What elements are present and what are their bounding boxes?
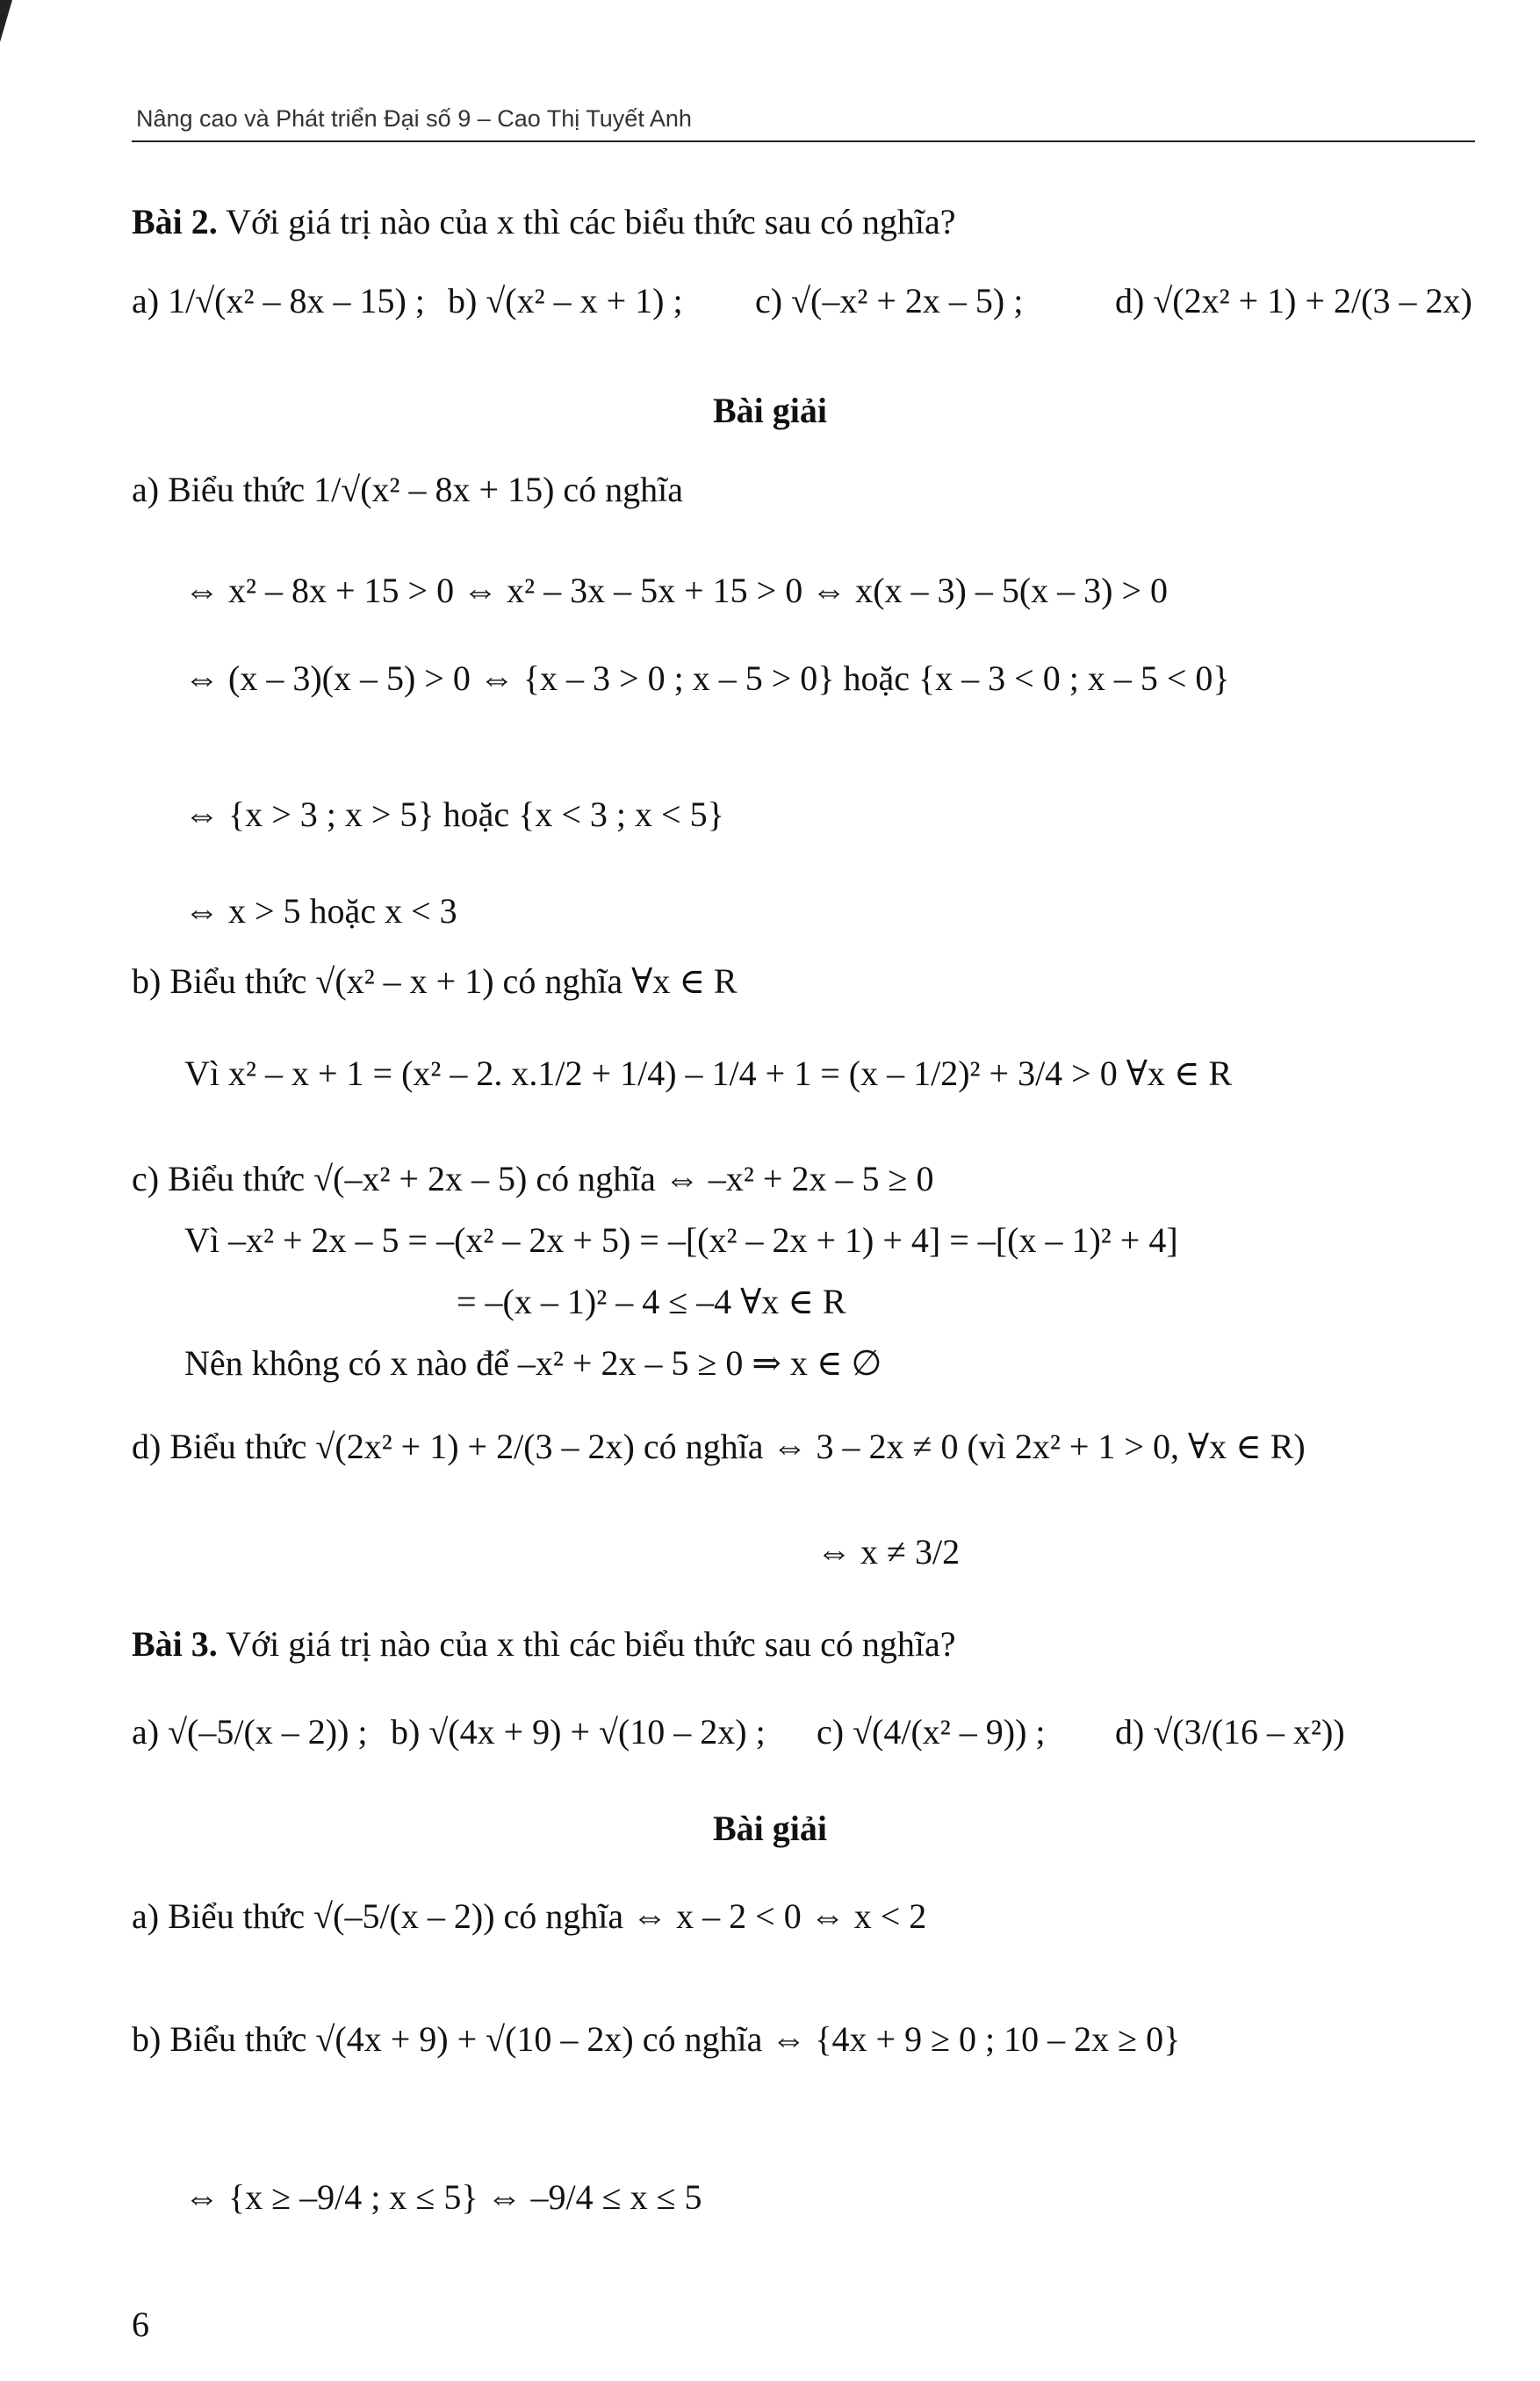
scan-corner-mark (0, 0, 12, 42)
bai2-item-b: b) √(x² – x + 1) ; (448, 281, 683, 320)
bai3-title: Bài 3. (132, 1624, 218, 1664)
bai3-b-line-1: b) Biểu thức √(4x + 9) + √(10 – 2x) có nghĩa ⇔ {4x + 9 ≥ 0 ; 10 – 2x ≥ 0} (132, 2019, 1181, 2059)
bai2-a-line-3: ⇔ (x – 3)(x – 5) > 0 ⇔ {x – 3 > 0 ; x – 5 > 0} hoặc {x – 3 < 0 ; x – 5 < 0} (184, 658, 1230, 698)
bai3-item-d: d) √(3/(16 – x²)) (1115, 1712, 1345, 1752)
bai3-item-a: a) √(–5/(x – 2)) ; (132, 1712, 368, 1752)
bai2-c-line-4: Nên không có x nào để –x² + 2x – 5 ≥ 0 ⇒ x ∈ ∅ (184, 1343, 882, 1383)
bai3-a-line-1: a) Biểu thức √(–5/(x – 2)) có nghĩa ⇔ x – 2 < 0 ⇔ x < 2 (132, 1896, 927, 1936)
running-header: Nâng cao và Phát triển Đại số 9 – Cao Thị Tuyết Anh (136, 105, 692, 132)
bai2-a-line-5: ⇔ x > 5 hoặc x < 3 (184, 891, 457, 931)
bai2-d-line-1: d) Biểu thức √(2x² + 1) + 2/(3 – 2x) có nghĩa ⇔ 3 – 2x ≠ 0 (vì 2x² + 1 > 0, ∀x ∈ R) (132, 1427, 1306, 1466)
bai2-b-line-2: Vì x² – x + 1 = (x² – 2. x.1/2 + 1/4) – 1/4 + 1 = (x – 1/2)² + 3/4 > 0 ∀x ∈ R (184, 1054, 1233, 1093)
bai2-item-d: d) √(2x² + 1) + 2/(3 – 2x) (1115, 281, 1472, 320)
bai2-a-line-4: ⇔ {x > 3 ; x > 5} hoặc {x < 3 ; x < 5} (184, 795, 724, 834)
bai3-b-line-2: ⇔ {x ≥ –9/4 ; x ≤ 5} ⇔ –9/4 ≤ x ≤ 5 (184, 2177, 702, 2217)
bai2-item-c: c) √(–x² + 2x – 5) ; (755, 281, 1024, 320)
bai2-title: Bài 2. (132, 202, 218, 241)
bai2-c-line-2: Vì –x² + 2x – 5 = –(x² – 2x + 5) = –[(x² – 2x + 1) + 4] = –[(x – 1)² + 4] (184, 1220, 1178, 1260)
header-rule (132, 140, 1475, 142)
bai2-b-line-1: b) Biểu thức √(x² – x + 1) có nghĩa ∀x ∈ R (132, 961, 738, 1001)
page-number: 6 (132, 2305, 149, 2344)
bai2-solution-title: Bài giải (712, 391, 828, 430)
bai3-question: Với giá trị nào của x thì các biểu thức sau có nghĩa? (226, 1624, 956, 1664)
bai2-question: Với giá trị nào của x thì các biểu thức sau có nghĩa? (226, 202, 956, 241)
bai2-item-a: a) 1/√(x² – 8x – 15) ; (132, 281, 425, 320)
bai2-d-line-2: ⇔ x ≠ 3/2 (817, 1532, 961, 1572)
bai2-c-line-1: c) Biểu thức √(–x² + 2x – 5) có nghĩa ⇔ –x² + 2x – 5 ≥ 0 (132, 1159, 934, 1198)
bai2-a-line-2: ⇔ x² – 8x + 15 > 0 ⇔ x² – 3x – 5x + 15 > 0 ⇔ x(x – 3) – 5(x – 3) > 0 (184, 571, 1169, 610)
bai3-solution-title: Bài giải (712, 1809, 828, 1848)
bai3-item-c: c) √(4/(x² – 9)) ; (817, 1712, 1046, 1752)
bai2-c-line-3: = –(x – 1)² – 4 ≤ –4 ∀x ∈ R (457, 1282, 846, 1321)
bai3-item-b: b) √(4x + 9) + √(10 – 2x) ; (391, 1712, 766, 1752)
bai3-heading (132, 1624, 956, 1665)
bai2-a-line-1: a) Biểu thức 1/√(x² – 8x + 15) có nghĩa (132, 470, 684, 509)
bai2-heading (132, 202, 956, 242)
